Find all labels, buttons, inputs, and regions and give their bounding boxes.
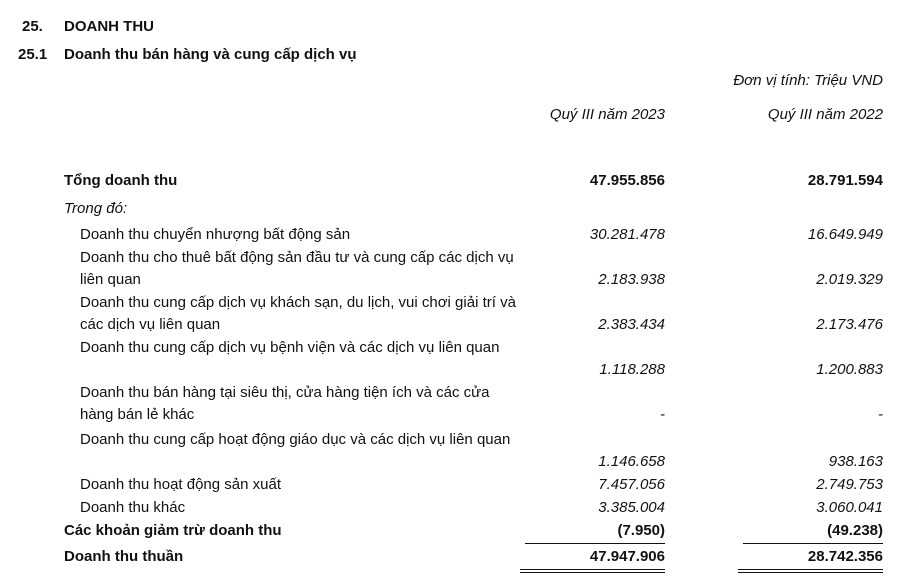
line-item-label: Doanh thu chuyển nhượng bất động sản [80,226,351,243]
net-value-2023: 47.947.906 [589,548,665,565]
line-item-value-2022: 2.173.476 [816,316,883,333]
line-item-value-2023: 7.457.056 [598,476,665,493]
total-label: Tổng doanh thu [64,172,178,189]
line-item-label: Doanh thu cung cấp dịch vụ bệnh viện và các dịch vụ liên quan [80,339,500,356]
subtotal-rule [525,543,665,544]
total-value-2023: 47.955.856 [589,172,665,189]
column-header-2023: Quý III năm 2023 [549,106,665,123]
subsection-number: 25.1 [18,46,48,63]
line-item-value-2022: 1.200.883 [816,361,883,378]
line-item-label: Doanh thu cung cấp dịch vụ khách sạn, du lịch, vui chơi giải trí và các dịch vụ liên quan [80,294,516,333]
column-header-2022: Quý III năm 2022 [767,106,883,123]
line-item-value-2023: 2.383.434 [598,316,665,333]
net-value-2022: 28.742.356 [807,548,883,565]
breakdown-label: Trong đó: [64,200,128,217]
double-rule [520,569,665,570]
double-rule [738,569,883,570]
line-item-value-2022: 938.163 [828,453,883,470]
line-item-label: Doanh thu cung cấp hoạt động giáo dục và các dịch vụ liên quan [80,431,511,448]
line-item-value-2022: 2.019.329 [816,271,883,288]
line-item-value-2022: 2.749.753 [816,476,883,493]
line-item-label: Doanh thu cho thuê bất động sản đầu tư và cung cấp các dịch vụ liên quan [80,249,514,288]
net-label: Doanh thu thuần [64,548,184,565]
deductions-label: Các khoản giảm trừ doanh thu [64,522,282,539]
double-rule [738,572,883,573]
total-value-2022: 28.791.594 [807,172,883,189]
line-item-value-2023: 1.118.288 [599,361,665,378]
line-item-value-2023: 3.385.004 [598,499,665,516]
line-item-value-2023: 2.183.938 [598,271,665,288]
subtotal-rule [743,543,883,544]
section-number: 25. [22,18,43,35]
subsection-title: Doanh thu bán hàng và cung cấp dịch vụ [64,46,357,63]
deductions-value-2023: (7.950) [617,522,665,539]
line-item-value-2022: 16.649.949 [807,226,883,243]
section-title: DOANH THU [64,18,154,35]
double-rule [520,572,665,573]
line-item-value-2023: 1.146.658 [598,453,665,470]
line-item-label: Doanh thu khác [80,499,186,516]
line-item-value-2022: 3.060.041 [816,499,883,516]
line-item-value-2023: - [660,406,665,423]
deductions-value-2022: (49.238) [827,522,883,539]
unit-note: Đơn vị tính: Triệu VND [733,72,883,89]
line-item-value-2022: - [878,406,883,423]
line-item-label: Doanh thu bán hàng tại siêu thị, cửa hàng tiện ích và các cửa hàng bán lẻ khác [80,384,490,423]
line-item-value-2023: 30.281.478 [589,226,665,243]
line-item-label: Doanh thu hoạt động sản xuất [80,476,281,493]
